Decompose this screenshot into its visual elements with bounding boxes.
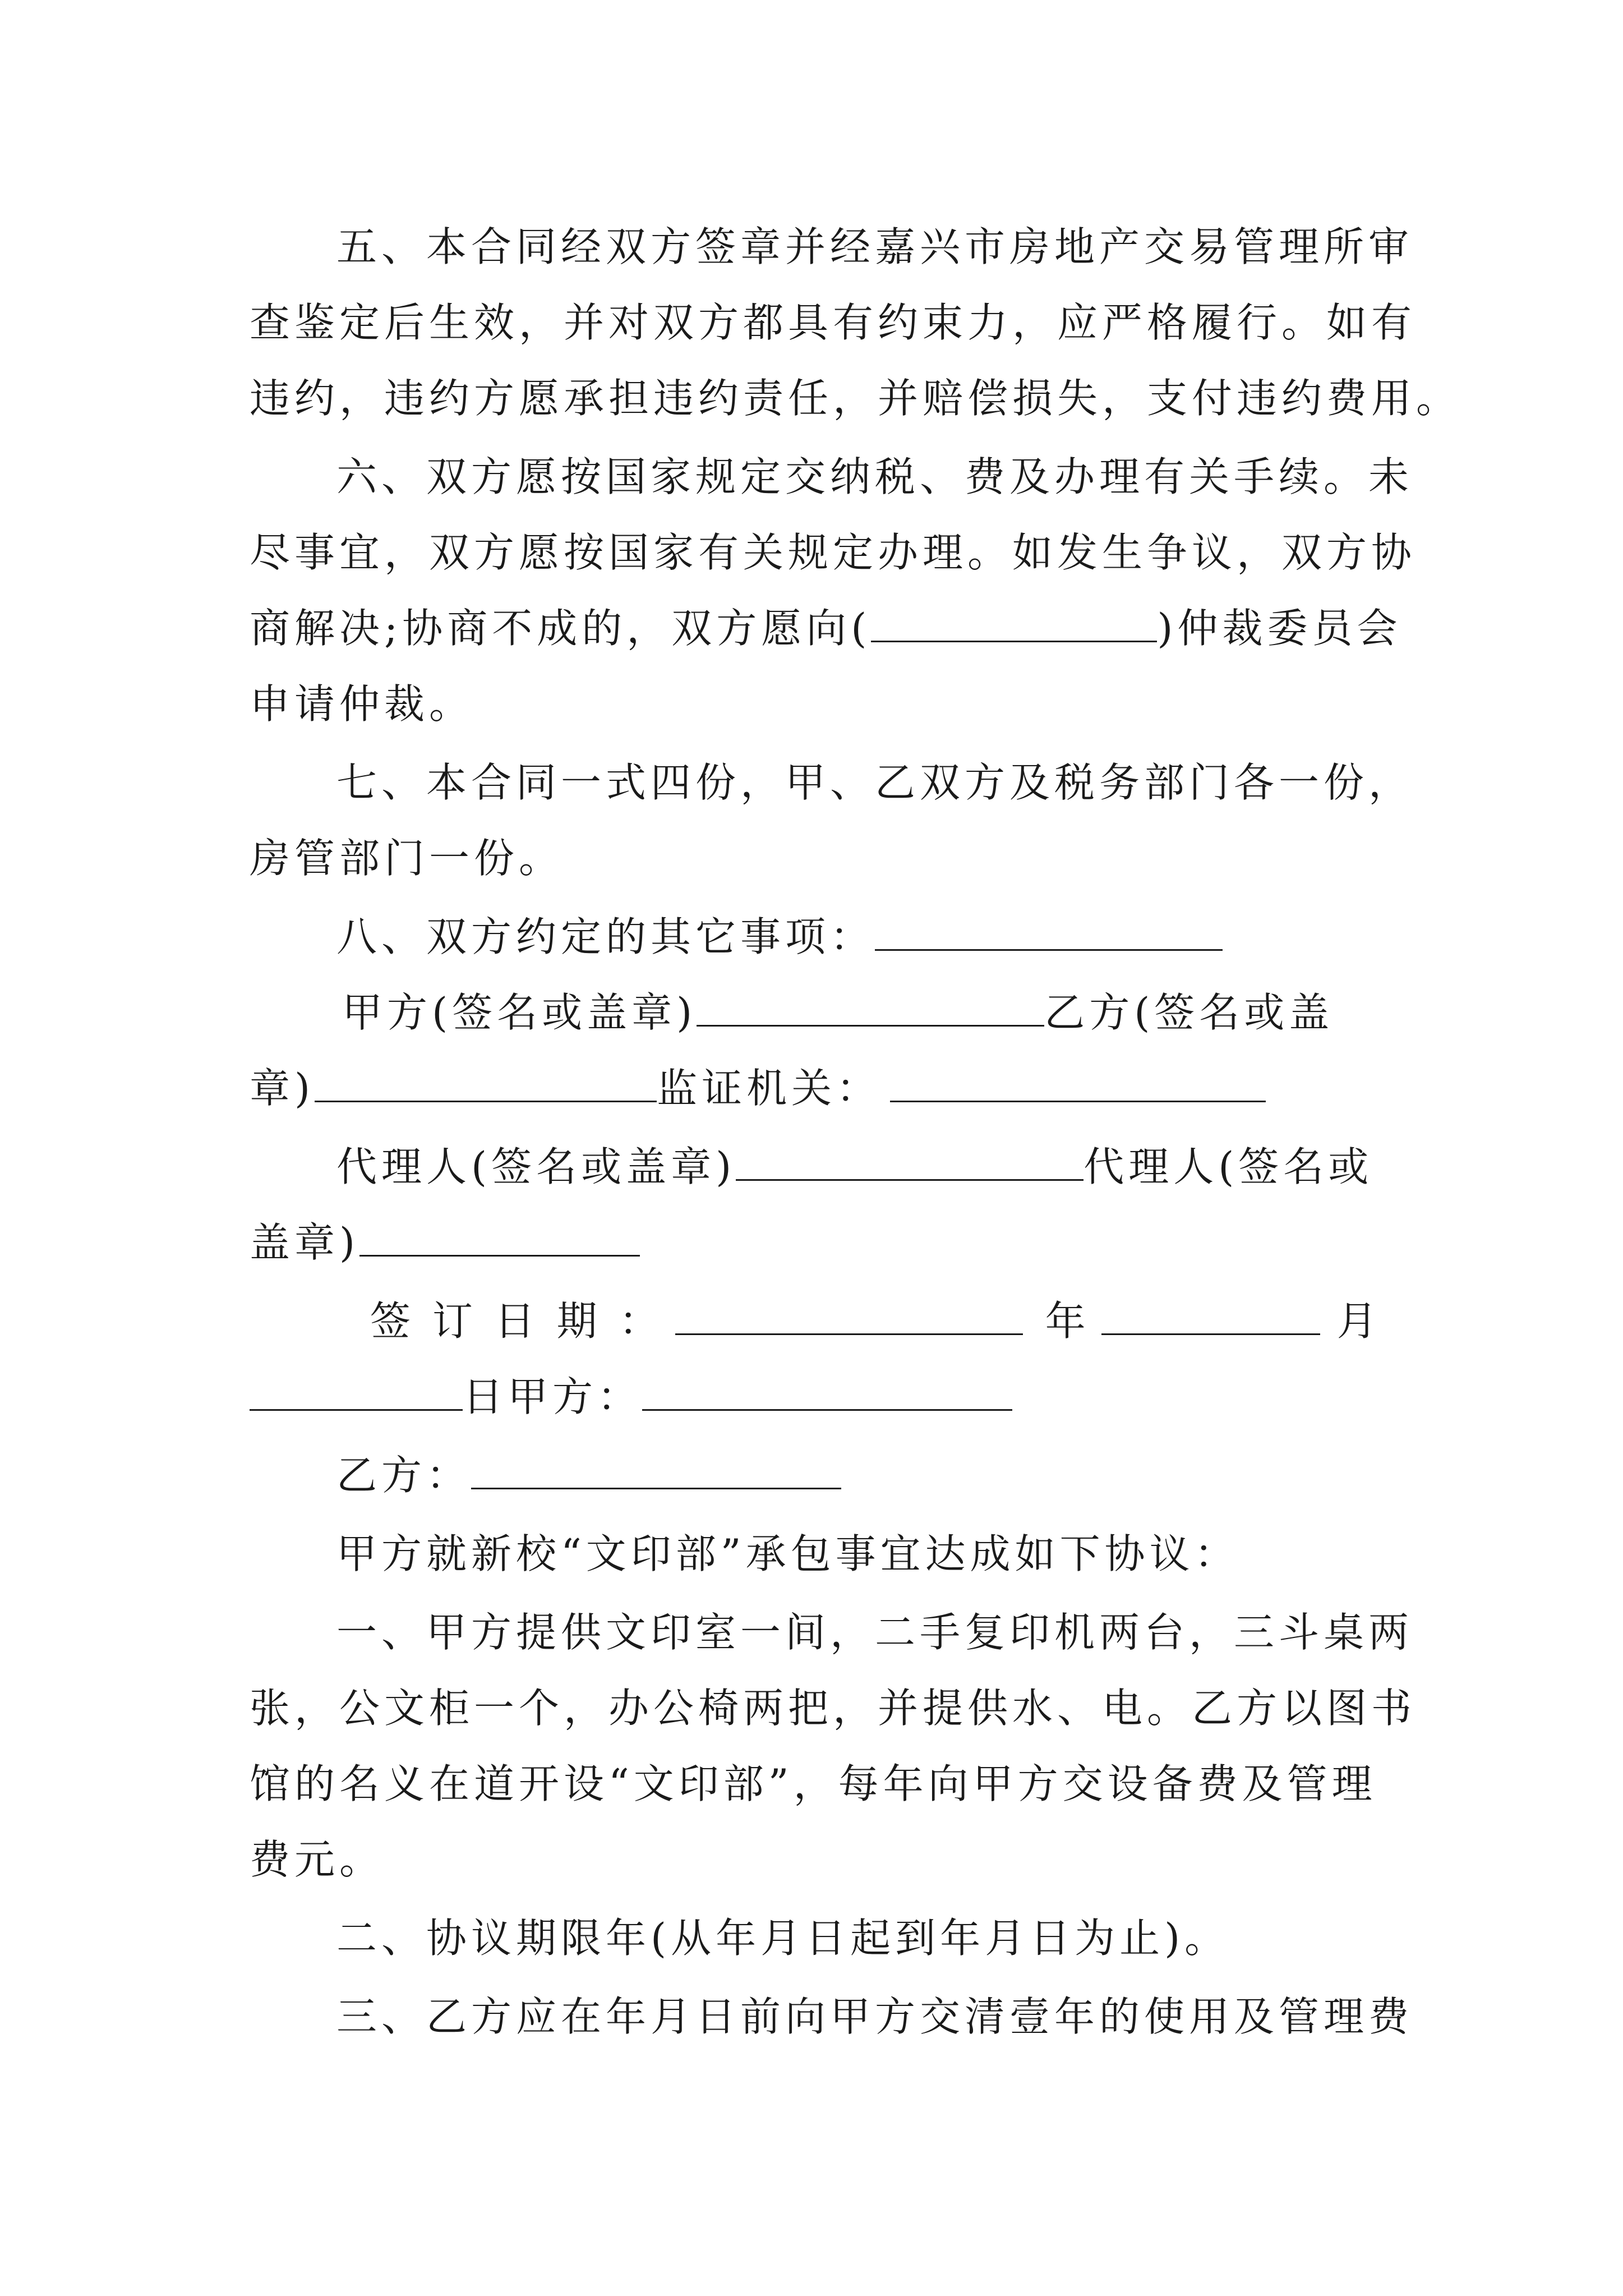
text-line: 三、乙方应在年月日前向甲方交清壹年的使用及管理费 xyxy=(336,1993,1414,2040)
fill-in-blank[interactable] xyxy=(250,1370,463,1411)
fill-in-blank[interactable] xyxy=(359,1216,640,1257)
fill-in-blank[interactable] xyxy=(697,986,1044,1027)
fill-in-blank[interactable] xyxy=(890,1061,1266,1102)
text-line: 费元。 xyxy=(250,1836,385,1883)
text-line: 六、双方愿按国家规定交纳税、费及办理有关手续。未 xyxy=(336,453,1414,500)
fill-in-blank[interactable] xyxy=(675,1294,1023,1335)
fill-in-blank[interactable] xyxy=(471,1448,841,1489)
fill-in-blank[interactable] xyxy=(1101,1294,1320,1335)
text-line: 日甲方： xyxy=(250,1363,1012,1430)
text-line: 尽事宜，双方愿按国家有关规定办理。如发生争议，双方协 xyxy=(250,529,1417,576)
text-line: 乙方： xyxy=(336,1442,841,1509)
fill-in-blank[interactable] xyxy=(871,601,1157,642)
text-line: 八、双方约定的其它事项： xyxy=(336,903,1223,970)
fill-in-blank[interactable] xyxy=(315,1061,657,1102)
text-line: 签 订 日 期 ： 年 月 xyxy=(370,1287,1382,1355)
text-line: 违约，违约方愿承担违约责任，并赔偿损失，支付违约费用。 xyxy=(250,375,1461,422)
text-line: 馆的名义在道开设“文印部”，每年向甲方交设备费及管理 xyxy=(250,1760,1377,1807)
text-line: 盖章) xyxy=(250,1209,640,1276)
text-line: 五、本合同经双方签章并经嘉兴市房地产交易管理所审 xyxy=(336,223,1414,270)
fill-in-blank[interactable] xyxy=(642,1370,1012,1411)
fill-in-blank[interactable] xyxy=(736,1140,1083,1181)
text-line: 章) 监证机关： xyxy=(250,1055,1266,1122)
text-line: 二、协议期限年(从年月日起到年月日为止)。 xyxy=(336,1915,1230,1962)
text-line: 查鉴定后生效，并对双方都具有约束力，应严格履行。如有 xyxy=(250,299,1417,346)
text-line: 一、甲方提供文印室一间，二手复印机两台，三斗桌两 xyxy=(336,1609,1414,1656)
text-line: 申请仲裁。 xyxy=(250,680,474,728)
text-line: 代理人(签名或盖章) 代理人(签名或 xyxy=(336,1133,1373,1200)
text-line: 房管部门一份。 xyxy=(250,835,564,882)
text-line: 商解决;协商不成的，双方愿向( )仲裁委员会 xyxy=(250,595,1401,662)
text-line: 甲方就新校“文印部”承包事宜达成如下协议： xyxy=(336,1530,1239,1577)
text-line: 甲方(签名或盖章) 乙方(签名或盖 xyxy=(342,979,1334,1046)
text-line: 张，公文柜一个，办公椅两把，并提供水、电。乙方以图书 xyxy=(250,1685,1417,1732)
fill-in-blank[interactable] xyxy=(875,910,1223,951)
text-line: 七、本合同一式四份，甲、乙双方及税务部门各一份， xyxy=(336,759,1414,806)
